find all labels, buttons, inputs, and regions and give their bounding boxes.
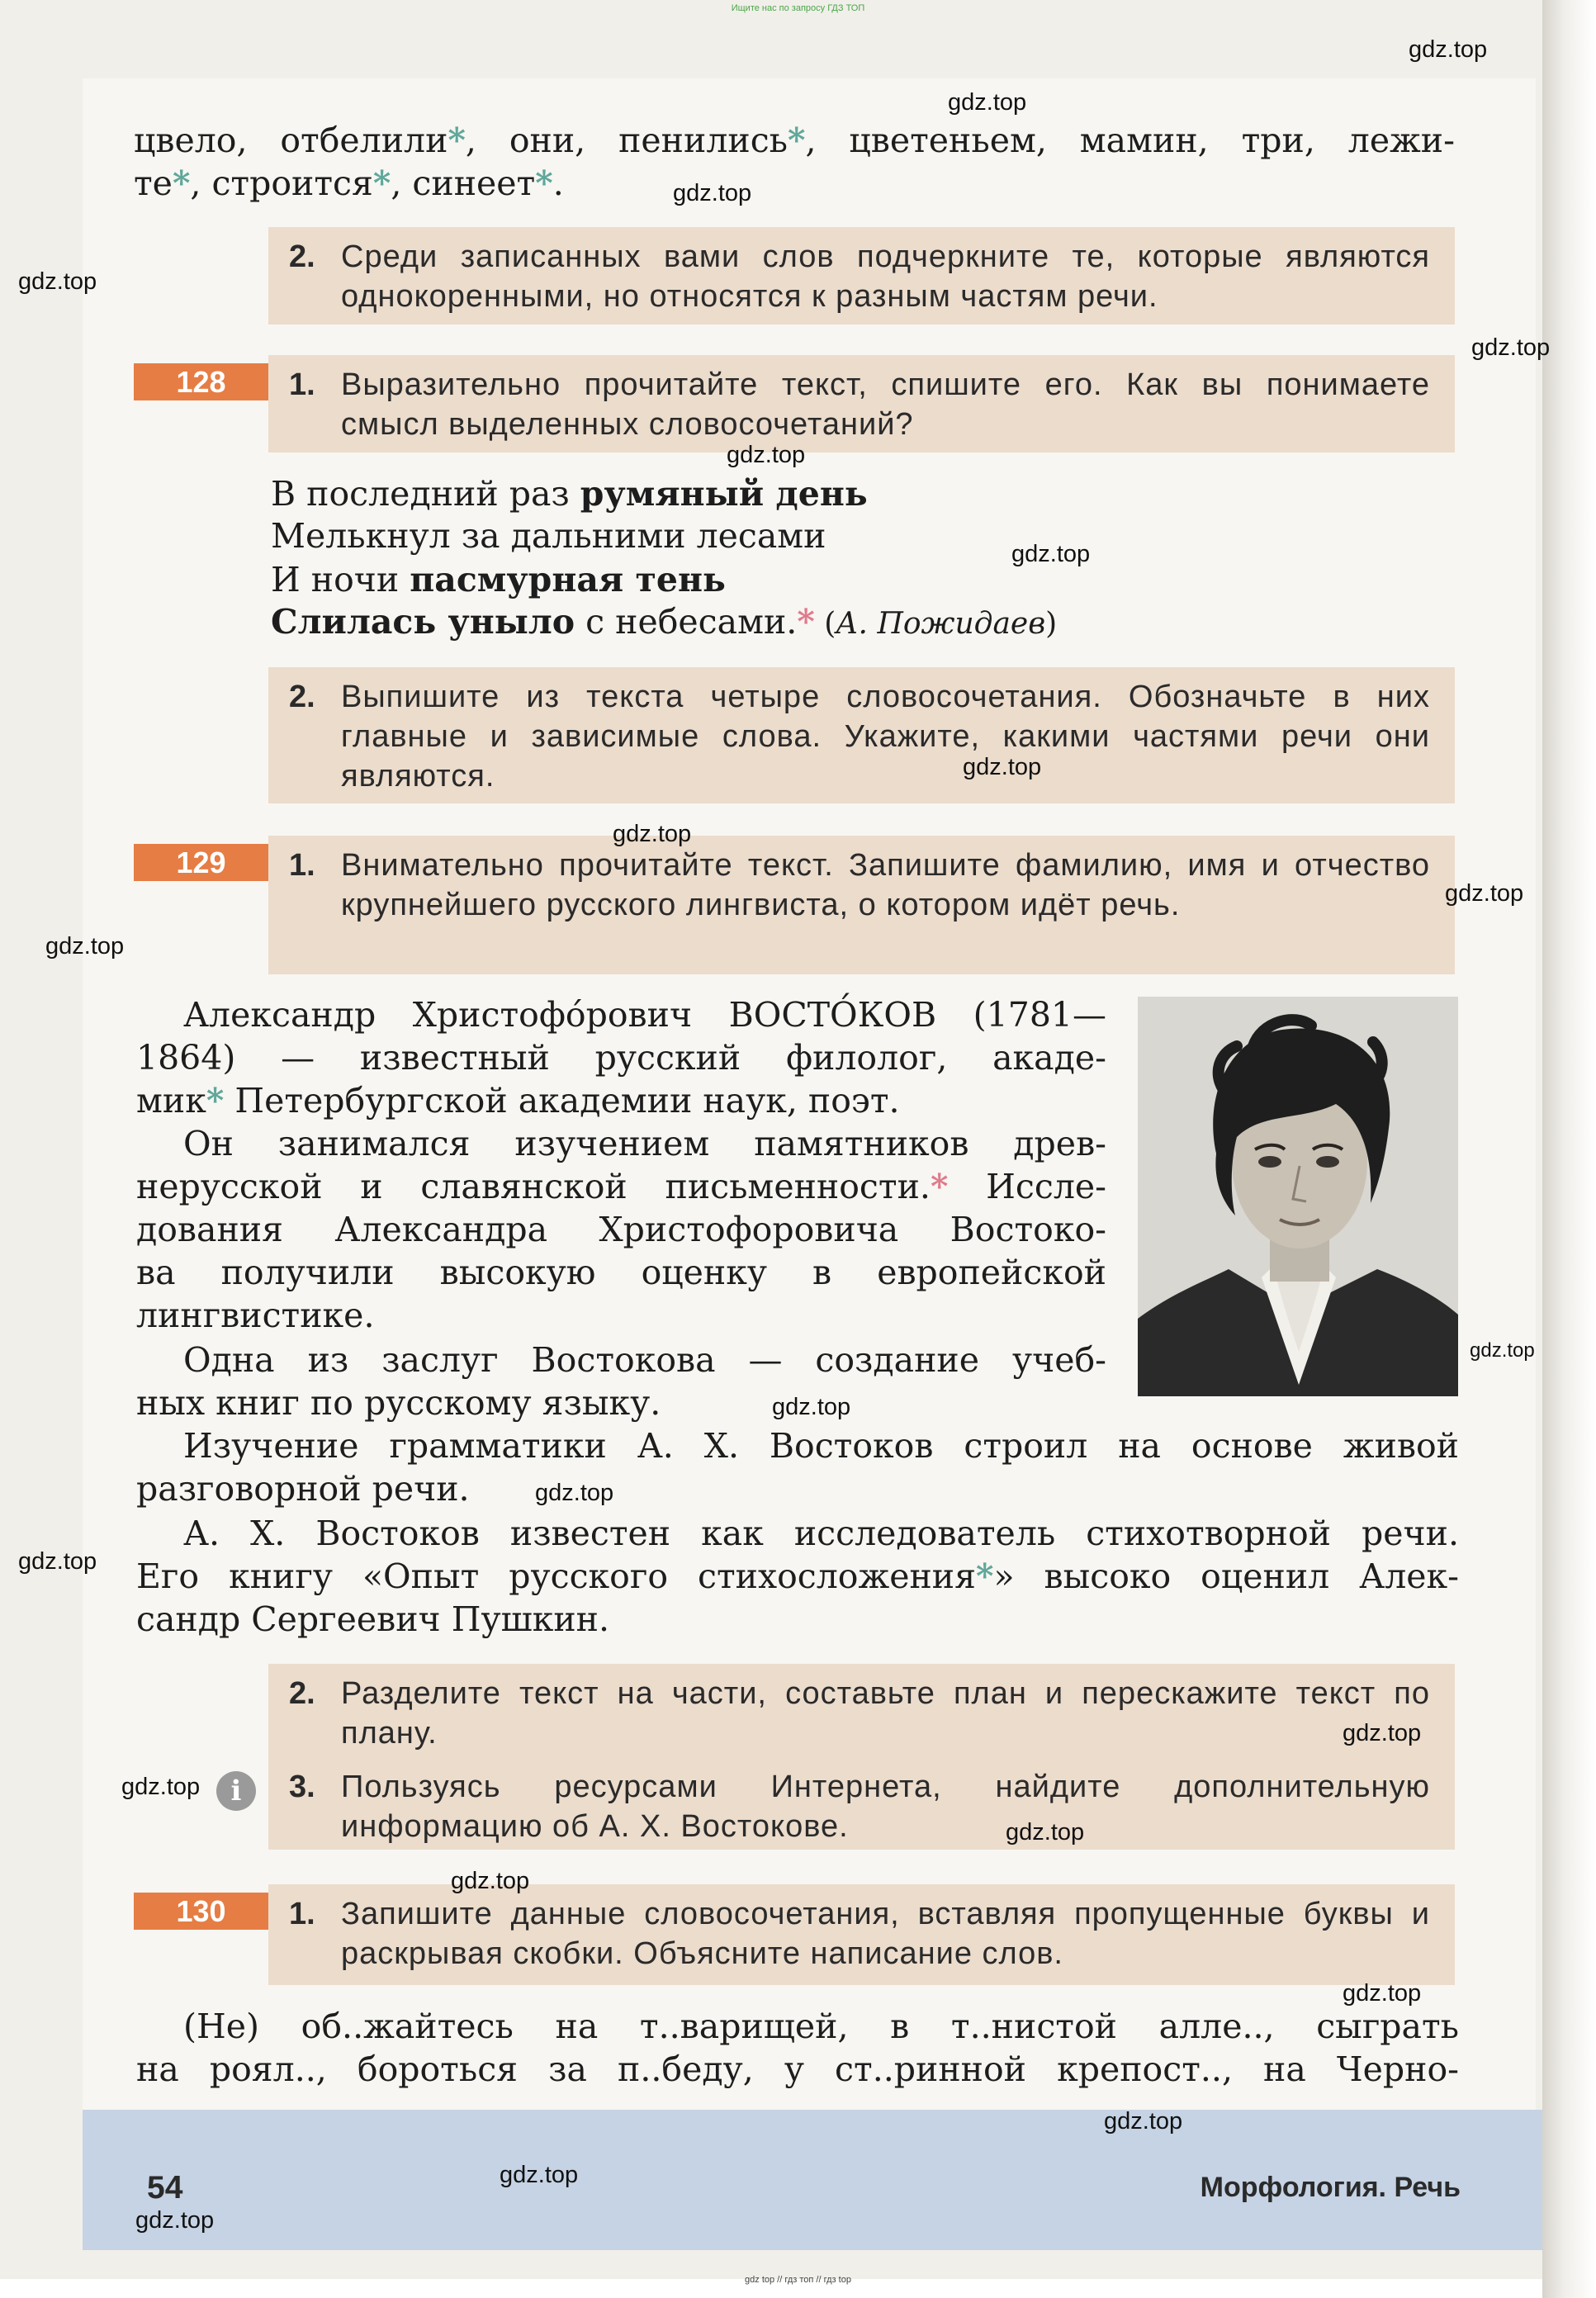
text-line-2: 1864) — известный русский филолог, акаде- <box>136 1038 1106 1078</box>
text-line-11: Изучение грамматики А. Х. Востоков строил на основе живой <box>183 1426 1459 1466</box>
task-128-2: 2. Выпишите из текста четыре словосочетания. Обозначьте в них главные и зависимые слова. Укажите, какими частями речи они являются. <box>268 667 1455 803</box>
poem-line-3: И ночи пасмурная тень <box>271 560 726 599</box>
poem-line-2: Мелькнул за дальними лесами <box>271 516 826 556</box>
page-edge <box>1542 0 1596 2298</box>
watermark: gdz.top <box>45 933 125 959</box>
task-129-group: 2. Разделите текст на части, составьте план и перескажите текст по плану. 3. Пользуясь ресурсами Интернета, найдите дополнительную информацию об А. Х. Востокове. <box>268 1664 1455 1850</box>
text-line-8: лингвистике. <box>136 1296 375 1335</box>
watermark: gdz.top <box>1409 36 1488 63</box>
text-line-4: Он занимался изучением памятников древ- <box>183 1124 1106 1163</box>
poem-line-4: Слилась уныло с небесами.* (А. Пожидаев) <box>271 602 1058 642</box>
page-number: 54 <box>147 2170 183 2206</box>
task-130-1: 1. Запишите данные словосочетания, вставляя пропущенные буквы и раскрывая скобки. Объясните написание слов. <box>268 1884 1455 1985</box>
watermark: gdz.top <box>673 180 752 206</box>
text-line-7: ва получили высокую оценку в европейской <box>136 1253 1106 1292</box>
watermark: gdz.top <box>451 1868 530 1894</box>
task-129-2: Разделите текст на части, составьте план и перескажите текст по плану. <box>341 1676 1430 1751</box>
continuation-line-1: цвело, отбелили*, они, пенились*, цветеньем, мамин, три, лежи- <box>134 121 1455 160</box>
watermark: gdz.top <box>1104 2108 1183 2135</box>
watermark: gdz.top <box>18 1548 97 1575</box>
task-129-1: 1. Внимательно прочитайте текст. Запишите фамилию, имя и отчество крупнейшего русского лингвиста, о котором идёт речь. <box>268 836 1455 974</box>
text-line-14: Его книгу «Опыт русского стихосложения*» высоко оценил Алек- <box>136 1556 1460 1596</box>
ex130-line-2: на роял.., бороться за п..беду, у ст..ринной крепост.., на Черно- <box>136 2049 1459 2089</box>
vostokov-portrait <box>1138 997 1458 1396</box>
poem-author: А. Пожидаев <box>836 607 1046 641</box>
exercise-badge-130: 130 <box>134 1893 268 1930</box>
bottom-banner: gdz top // гдз топ // гдз top <box>745 2275 851 2285</box>
ex130-line-1: (Не) об..жайтесь на т..варищей, в т..нистой алле.., сыграть <box>183 2007 1459 2046</box>
text-line-10: ных книг по русскому языку. <box>136 1383 661 1423</box>
watermark: gdz.top <box>121 1774 201 1800</box>
watermark: gdz.top <box>1471 334 1551 361</box>
poem-line-1: В последний раз румяный день <box>271 474 868 514</box>
watermark: gdz.top <box>500 2162 579 2188</box>
watermark: gdz.top <box>727 442 806 468</box>
task-128-1: 1. Выразительно прочитайте текст, спишите его. Как вы понимаете смысл выделенных словосочетаний? <box>268 355 1455 452</box>
watermark: gdz.top <box>135 2207 215 2234</box>
section-title: Морфология. Речь <box>1200 2172 1461 2203</box>
text-line-13: А. Х. Востоков известен как исследователь стихотворной речи. <box>183 1514 1459 1553</box>
watermark: gdz.top <box>18 268 97 295</box>
exercise-badge-128: 128 <box>134 363 268 400</box>
text-line-6: дования Александра Христофоровича Востоко- <box>136 1210 1106 1249</box>
watermark: gdz.top <box>772 1394 851 1420</box>
top-banner: Ищите нас по запросу ГДЗ ТОП <box>731 3 865 13</box>
text-line-1: Александр Христофо́рович ВОСТО́КОВ (1781— <box>183 995 1106 1035</box>
task-127-2: 2. Среди записанных вами слов подчеркните те, которые являются однокоренными, но относятся к разным частям речи. <box>268 227 1455 325</box>
watermark: gdz.top <box>1445 880 1524 907</box>
watermark: gdz.top <box>963 754 1042 780</box>
watermark: gdz.top <box>948 89 1027 116</box>
watermark: gdz.top <box>1343 1720 1422 1746</box>
continuation-line-2: те*, строится*, синеет*. <box>134 163 564 203</box>
text-line-9: Одна из заслуг Востокова — создание учеб- <box>183 1340 1106 1380</box>
watermark: gdz.top <box>1006 1819 1085 1846</box>
exercise-badge-129: 129 <box>134 844 268 881</box>
task-129-3: Пользуясь ресурсами Интернета, найдите дополнительную информацию об А. Х. Востокове. <box>341 1770 1430 1844</box>
text-line-15: сандр Сергеевич Пушкин. <box>136 1599 609 1639</box>
watermark: gdz.top <box>613 821 692 847</box>
info-icon: i <box>216 1771 256 1811</box>
text-line-3: мик* Петербургской академии наук, поэт. <box>136 1081 900 1121</box>
text-line-12: разговорной речи. <box>136 1469 470 1509</box>
watermark: gdz.top <box>1470 1339 1535 1362</box>
watermark: gdz.top <box>1343 1980 1422 2007</box>
watermark: gdz.top <box>535 1480 614 1506</box>
watermark: gdz.top <box>1011 541 1091 567</box>
text-line-5: нерусской и славянской письменности.* Иссле- <box>136 1167 1107 1206</box>
